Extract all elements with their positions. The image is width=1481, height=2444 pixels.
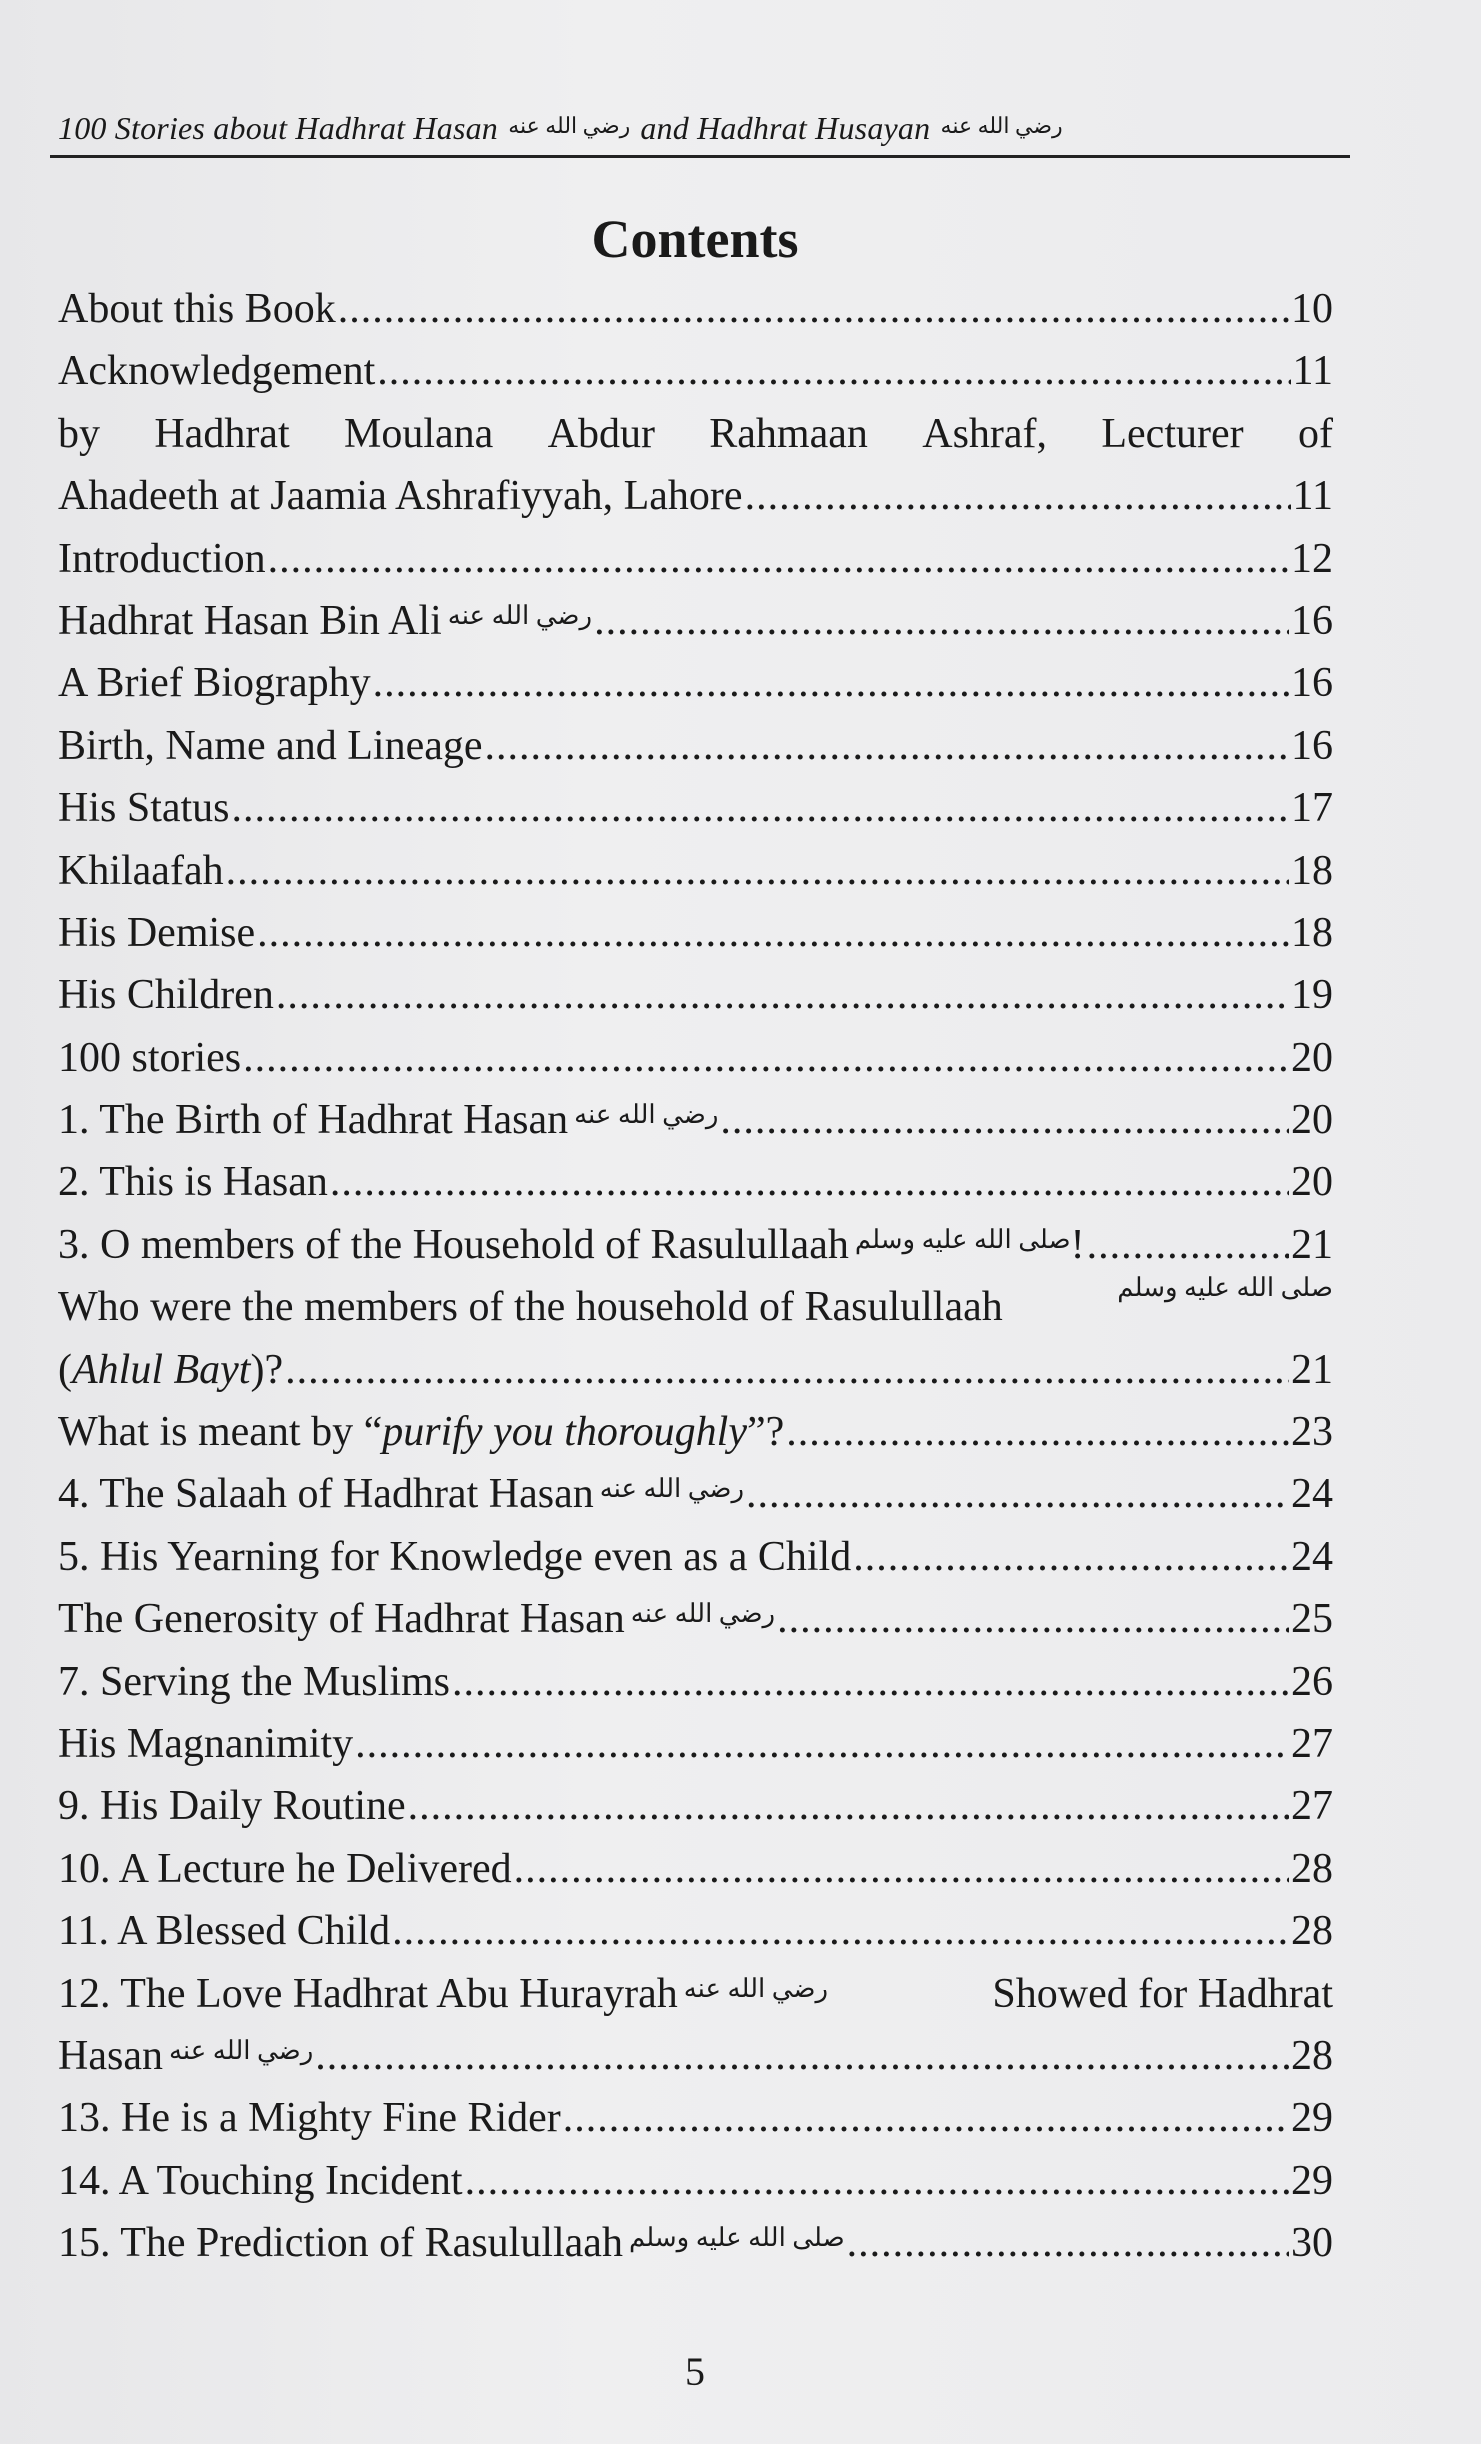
dot-leader [373,659,1289,707]
dot-leader [315,2032,1289,2080]
toc-entry-title: 14. A Touching Incident [58,2157,463,2204]
honorific-mark: رضي الله عنه [940,113,1063,138]
toc-entry[interactable] [58,1158,1333,1220]
toc-entry[interactable] [58,535,1333,597]
toc-entry-title: His Children [58,972,274,1019]
toc-entry-page: 27 [1291,1783,1333,1830]
dot-leader [746,1470,1289,1518]
toc-entry-prefix: ( [58,1346,72,1393]
toc-entry[interactable] [58,2032,1333,2094]
honorific-mark: رضي الله عنه [574,1100,719,1130]
dot-leader [563,2094,1289,2142]
dot-leader [243,1034,1289,1082]
toc-entry-title: by Hadhrat Moulana Abdur Rahmaan Ashraf, Lecturer of [58,410,1333,457]
toc-entry[interactable] [58,1845,1333,1907]
dot-leader [847,2219,1289,2267]
toc-entry-page: 12 [1291,535,1333,582]
dot-leader [408,1782,1289,1830]
dot-leader [720,1096,1289,1144]
toc-entry[interactable] [58,2219,1333,2281]
dot-leader [594,597,1289,645]
toc-entry-page: 16 [1291,597,1333,644]
toc-entry-title: His Demise [58,909,256,956]
toc-entry-page: 23 [1291,1409,1333,1456]
toc-entry[interactable] [58,1782,1333,1844]
page-number: 5 [685,2349,705,2394]
toc-entry-page: 18 [1291,847,1333,894]
toc-entry-page: 20 [1291,1097,1333,1144]
toc-entry-page: 17 [1291,785,1333,832]
toc-entry-page: 16 [1291,660,1333,707]
dot-leader [514,1845,1289,1893]
toc-entry-title: 10. A Lecture he Delivered [58,1845,512,1892]
toc-entry[interactable] [58,1470,1333,1532]
header-rule [50,155,1350,158]
toc-entry[interactable] [58,847,1333,909]
dot-leader [745,472,1291,520]
toc-entry-suffix: ! [1070,1221,1085,1268]
dot-leader [786,1408,1289,1456]
toc-entry[interactable] [58,285,1333,347]
toc-entry-page: 27 [1291,1720,1333,1767]
toc-entry-page: 24 [1291,1471,1333,1518]
toc-entry-text: Hasan [58,2032,163,2079]
running-head [58,110,1348,147]
toc-entry-page: 25 [1291,1596,1333,1643]
salutation-mark: صلى الله عليه وسلم [1117,1273,1333,1303]
toc-entry-text: 15. The Prediction of Rasulullaah [58,2220,623,2267]
dot-leader [777,1595,1289,1643]
toc-entry[interactable] [58,784,1333,846]
toc-entry-text-continued: Showed for Hadhrat [992,1970,1333,2017]
toc-entry-title [58,1346,283,1394]
toc-entry-text: 4. The Salaah of Hadhrat Hasan [58,1471,594,1518]
toc-entry-page: 29 [1291,2157,1333,2204]
salutation-mark: صلى الله عليه وسلم [628,2223,845,2253]
toc-entry-text: 12. The Love Hadhrat Abu Hurayrah [58,1970,678,2017]
toc-entry-page: 11 [1292,348,1333,395]
toc-entry-title: Introduction [58,535,266,582]
toc-entry-text: The Generosity of Hadhrat Hasan [58,1596,625,1643]
honorific-mark: رضي الله عنه [630,1599,776,1629]
toc-entry-page: 11 [1292,473,1333,520]
toc-entry-title: His Magnanimity [58,1720,354,1767]
toc-entry[interactable] [58,2157,1333,2219]
toc-entry-title [58,1096,718,1144]
toc-entry[interactable] [58,1346,1333,1408]
dot-leader [465,2157,1289,2205]
toc-entry-text: Who were the members of the household of Rasulullaah [58,1284,1003,1331]
dot-leader [392,1907,1289,1955]
dot-leader [226,847,1289,895]
toc-entry-title: 13. He is a Mighty Fine Rider [58,2095,561,2142]
honorific-mark: رضي الله عنه [508,113,631,138]
toc-entry-page: 21 [1291,1346,1333,1393]
toc-entry[interactable] [58,410,1333,472]
toc-entry-text: 1. The Birth of Hadhrat Hasan [58,1097,569,1144]
toc-entry-title [58,1221,1085,1269]
toc-entry[interactable] [58,1720,1333,1782]
toc-entry-title: His Status [58,785,230,832]
dot-leader [452,1658,1289,1706]
toc-entry-title: About this Book [58,286,336,332]
honorific-mark: رضي الله عنه [599,1474,745,1504]
toc-entry[interactable] [58,1034,1333,1096]
honorific-mark: رضي الله عنه [168,2035,314,2065]
toc-entry-page: 16 [1291,722,1333,769]
toc-entry[interactable] [58,1273,1333,1345]
toc-entry-suffix: ”? [746,1409,785,1456]
toc-entry[interactable] [58,1907,1333,1969]
toc-entry[interactable] [58,1408,1333,1470]
toc-entry-page: 18 [1291,909,1333,956]
toc-entry-page: 29 [1291,2095,1333,2142]
toc-entry-text: What is meant by “ [58,1409,383,1456]
toc-entry[interactable] [58,722,1333,784]
toc-entry-text: Ahlul Bayt [72,1346,251,1393]
dot-leader [257,909,1289,957]
toc-entry-title [58,2032,313,2080]
toc-entry-title [58,1273,1333,1331]
toc-entry-text: 3. O members of the Household of Rasulullaah [58,1221,849,1268]
toc-entry-page: 24 [1291,1533,1333,1580]
toc-entry-title [58,1970,1333,2018]
honorific-mark: رضي الله عنه [447,600,593,630]
toc-entry-page: 21 [1291,1221,1333,1268]
toc-entry-title: A Brief Biography [58,660,371,707]
toc-entry-title [58,2219,845,2267]
toc-entry-title [58,1408,784,1456]
toc-entry-page: 30 [1291,2220,1333,2267]
dot-leader [268,535,1289,583]
toc-entry-page: 20 [1291,1159,1333,1206]
dot-leader [285,1346,1289,1394]
toc-entry[interactable] [58,909,1333,971]
toc-entry-page: 28 [1291,2032,1333,2079]
toc-entry-title: 5. His Yearning for Knowledge even as a Child [58,1533,852,1580]
toc-entry-title [58,597,592,645]
dot-leader [1087,1221,1289,1269]
toc-entry-text: Hadhrat Hasan Bin Ali [58,597,442,644]
toc-entry[interactable] [58,1658,1333,1720]
dot-leader [232,784,1289,832]
toc-entry-emphasis: purify you thoroughly [382,1409,747,1456]
page-title: Contents [591,209,799,269]
toc-entry[interactable] [58,1595,1333,1657]
toc-entry-title: 11. A Blessed Child [58,1908,391,1955]
toc-entry[interactable] [58,1096,1333,1158]
running-head-part1: 100 Stories about Hadhrat Hasan [58,110,498,146]
dot-leader [355,1720,1289,1768]
dot-leader [485,722,1289,770]
toc-entry-page: 19 [1291,972,1333,1019]
dot-leader [330,1158,1289,1206]
toc-entry[interactable] [58,472,1333,534]
toc-entry-title: Acknowledgement [58,348,376,395]
toc-entry-title [58,1470,744,1518]
toc-entry-page: 20 [1291,1034,1333,1081]
dot-leader [338,285,1289,333]
toc-entry-title: 100 stories [58,1034,242,1081]
toc-entry-title [58,1595,775,1643]
toc-entry-suffix: )? [250,1346,284,1393]
toc-entry-title: Khilaafah [58,847,224,894]
toc-entry-page: 26 [1291,1658,1333,1705]
toc-entry[interactable] [58,347,1333,409]
toc-entry-page: 10 [1291,286,1333,332]
toc-entry[interactable] [58,1970,1333,2032]
toc-entry-title: 9. His Daily Routine [58,1783,406,1830]
running-head-part2: and Hadhrat Husayan [640,110,931,146]
toc-entry-title: 7. Serving the Muslims [58,1658,451,1705]
dot-leader [377,347,1290,395]
toc-entry-page: 28 [1291,1908,1333,1955]
toc-entry[interactable] [58,1533,1333,1595]
toc-entry[interactable] [58,2094,1333,2156]
salutation-mark: صلى الله عليه وسلم [854,1224,1071,1254]
table-of-contents [58,285,1333,2282]
dot-leader [853,1533,1289,1581]
toc-entry[interactable] [58,659,1333,721]
toc-entry[interactable] [58,971,1333,1033]
toc-entry-title: 2. This is Hasan [58,1159,328,1206]
toc-entry[interactable] [58,597,1333,659]
toc-entry-title: Birth, Name and Lineage [58,722,483,769]
toc-entry-title: Ahadeeth at Jaamia Ashrafiyyah, Lahore [58,473,743,520]
honorific-mark: رضي الله عنه [683,1973,829,2003]
toc-entry-page: 28 [1291,1845,1333,1892]
dot-leader [276,971,1289,1019]
